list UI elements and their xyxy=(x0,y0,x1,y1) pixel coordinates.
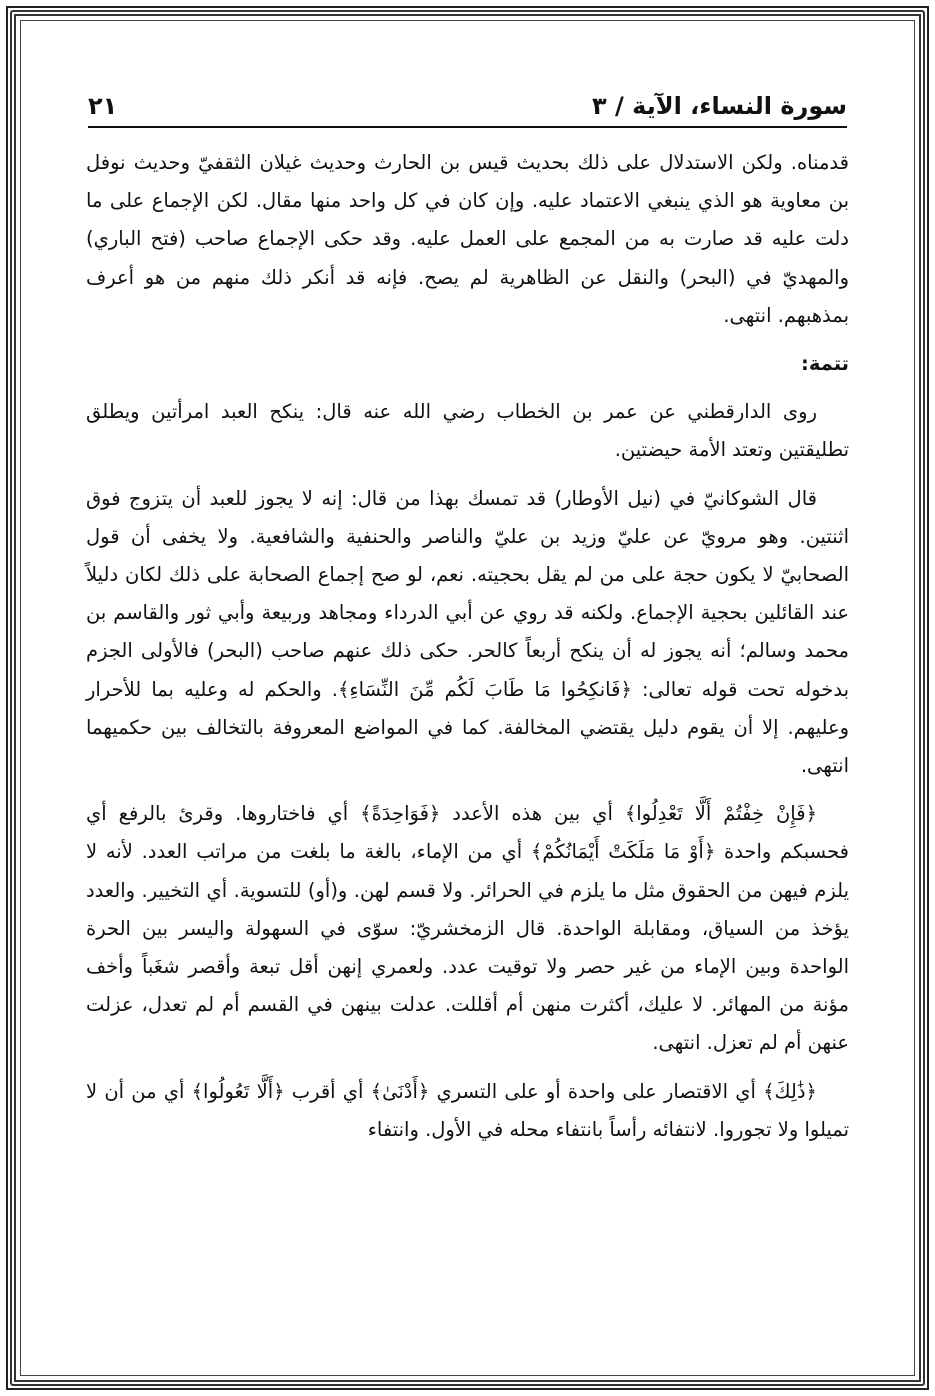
running-title: سورة النساء، الآية / ٣ xyxy=(592,92,847,120)
section-heading: تتمة: xyxy=(801,352,849,376)
paragraph-dhalika-adna: ﴿ذَٰلِكَ﴾ أي الاقتصار على واحدة أو على التسري ﴿أَدْنَىٰ﴾ أي أقرب ﴿أَلَّا تَعُولُوا﴾ أي من أن لا تميلوا ولا تجوروا. لانتفائه رأساً بانتفاء محله في الأول. وانتفاء xyxy=(86,1079,849,1141)
page-header xyxy=(88,70,847,128)
paragraph-daraqutni: روى الدارقطني عن عمر بن الخطاب رضي الله عنه قال: ينكح العبد امرأتين ويطلق تطليقتين وتعتد الأمة حيضتين. xyxy=(86,400,849,462)
paragraph-shawkani: قال الشوكانيّ في (نيل الأوطار) قد تمسك بهذا من قال: إنه لا يجوز للعبد أن يتزوج فوق اثنتين. وهو مرويّ عن عليّ وزيد بن عليّ والناصر والحنفية والشافعية. ولا يخفى أن قول الصحابيّ لا يكون حجة على من لم يقل بحجيته. نعم، لو صح إجماع الصحابة على ذلك لكان دليلاً عند القائلين بحجية الإجماع. ولكنه قد روي عن أبي الدرداء ومجاهد وربيعة وأبي ثور والقاسم بن محمد وسالم؛ أنه يجوز له أن ينكح أربعاً كالحر. حكى ذلك عنهم صاحب (البحر) فالأولى الجزم بدخوله تحت قوله تعالى: ﴿فَانكِحُوا مَا طَابَ لَكُم مِّنَ النِّسَاءِ﴾. والحكم له وعليه بما للأحرار وعليهم. إلا أن يقوم دليل يقتضي المخالفة. كما في المواضع المعروفة بالتخالف بين حكميهما انتهى. xyxy=(86,486,849,778)
paragraph-continuation: قدمناه. ولكن الاستدلال على ذلك بحديث قيس بن الحارث وحديث غيلان الثقفيّ وحديث نوفل بن معاوية هو الذي ينبغي الاعتماد عليه. وإن كان في كل واحد منها مقال. لكن الإجماع على ما دلت عليه قد صارت به من المجمع على العمل عليه. وقد حكى الإجماع صاحب (فتح الباري) والمهديّ في (البحر) والنقل عن الظاهرية لم يصح. فإنه قد أنكر ذلك منهم من هو أعرف بمذهبهم. انتهى. xyxy=(86,151,849,327)
page-body xyxy=(86,144,849,1316)
page-number: ٢١ xyxy=(88,92,118,120)
paragraph-verse-commentary: ﴿فَإِنْ خِفْتُمْ أَلَّا تَعْدِلُوا﴾ أي بين هذه الأعدد ﴿فَوَاحِدَةً﴾ أي فاختاروها. وقرئ بالرفع أي فحسبكم واحدة ﴿أَوْ مَا مَلَكَتْ أَيْمَانُكُمْ﴾ أي من الإماء، بالغة ما بلغت من مراتب العدد. لأنه لا يلزم فيهن من الحقوق مثل ما يلزم في الحرائر. ولا قسم لهن. و(أو) للتسوية. أي التخيير. والعدد يؤخذ من السياق، ومقابلة الواحدة. قال الزمخشريّ: سوّى في السهولة واليسر بين الحرة الواحدة وبين الإماء من غير حصر ولا توقيت عدد. ولعمري إنهن أقل تبعة وأقصر شغَباً وأخف مؤنة من المهائر. لا عليك، أكثرت منهن أم أقللت. عدلت بينهن في القسم أم لم تعدل، عزلت عنهن أم لم تعزل. انتهى. xyxy=(86,802,849,1055)
